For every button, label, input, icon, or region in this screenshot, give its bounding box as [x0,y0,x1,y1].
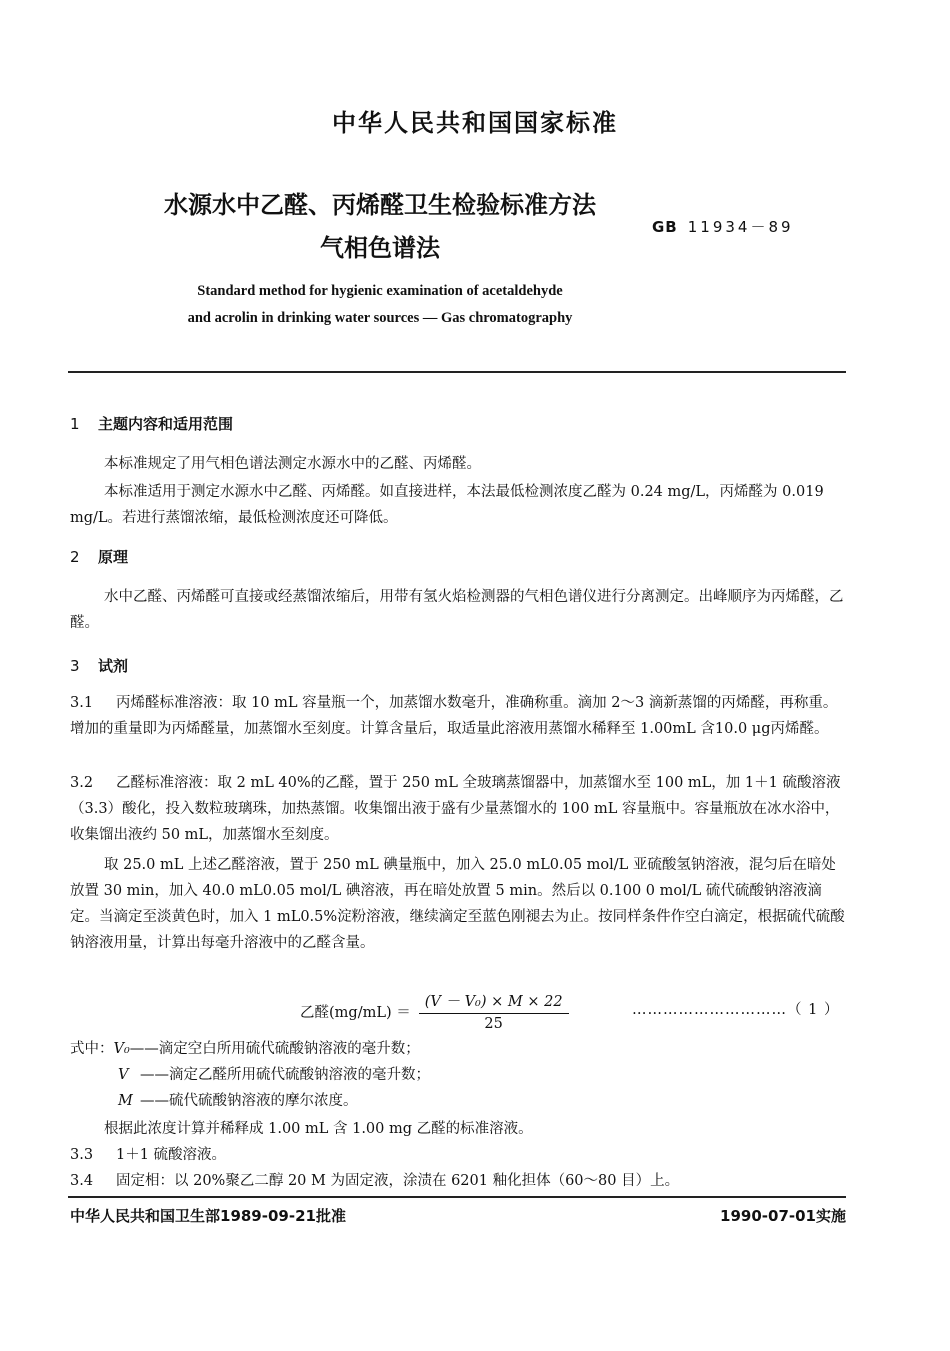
dilution-note: 根据此浓度计算并稀释成 1.00 mL 含 1.00 mg 乙醛的标准溶液。 [104,1121,533,1137]
document-title: 水源水中乙醛、丙烯醛卫生检验标准方法 [164,191,596,219]
footer-divider [68,1196,846,1198]
variable-symbol: M [118,1093,133,1109]
formula-numerator: (V － V₀) × M × 22 [419,990,569,1014]
standard-prefix: GB [652,218,678,236]
variable-definition-m [118,1088,358,1114]
section-2-paragraph: 水中乙醛、丙烯醛可直接或经蒸馏浓缩后，用带有氢火焰检测器的气相色谱仪进行分离测定。出峰顺序为丙烯醛，乙醛。 [70,589,844,631]
equation-number: …………………………（ 1 ） [632,1002,840,1018]
section-title: 主题内容和适用范围 [98,415,234,433]
variable-definition-v [118,1062,430,1088]
item-text: 乙醛标准溶液：取 2 mL 40%的乙醛，置于 250 mL 全玻璃蒸馏器中，加蒸馏水至 100 mL，加 1＋1 硫酸溶液（3.3）酸化，投入数粒玻璃珠，加热蒸馏。收集馏出液于盛有少量蒸馏水的 100 mL 容量瓶中。容量瓶放在冰水浴中，收集馏出液约 50 mL，加蒸馏水至刻度。 [70,775,841,843]
document-subtitle: 气相色谱法 [320,234,440,262]
variable-symbol: V [118,1067,129,1083]
section-1-paragraph-2: 本标准适用于测定水源水中乙醛、丙烯醛。如直接进样，本法最低检测浓度乙醛为 0.24 mg/L，丙烯醛为 0.019 mg/L。若进行蒸馏浓缩，最低检测浓度还可降低。 [70,484,824,526]
item-3-2-paragraph-2: 取 25.0 mL 上述乙醛溶液，置于 250 mL 碘量瓶中，加入 25.0 mL0.05 mol/L 亚硫酸氢钠溶液，混匀后在暗处放置 30 min，加入 40.0 mL0.05 mol/L 碘溶液，再在暗处放置 5 min。然后以 0.100 0 mol/L 硫代硫酸钠溶液滴定。当滴定至淡黄色时，加入 1 mL0.5%淀粉溶液，继续滴定至蓝色刚褪去为止。按同样条件作空白滴定，根据硫代硫酸钠溶液用量，计算出每毫升溶液中的乙醛含量。 [70,857,845,951]
section-3-heading [70,655,128,676]
item-3-3 [70,1142,846,1168]
approval-date: 中华人民共和国卫生部1989-09-21批准 [70,1207,346,1225]
acetaldehyde-formula [300,990,569,1032]
item-number: 3.1 [70,695,94,711]
header-divider [68,371,846,373]
english-title-line1: Standard method for hygienic examination of acetaldehyde [197,283,563,299]
item-text: 丙烯醛标准溶液：取 10 mL 容量瓶一个，加蒸馏水数毫升，准确称重。滴加 2～3 滴新蒸馏的丙烯醛，再称重。增加的重量即为丙烯醛量，加蒸馏水至刻度。计算含量后，取适量此溶液用蒸馏水稀释至 1.00mL 含10.0 μg丙烯醛。 [70,695,838,737]
item-number: 3.3 [70,1147,94,1163]
variable-definition-v0 [70,1036,420,1062]
item-3-1 [70,690,846,742]
where-label: 式中： [70,1041,114,1057]
section-number: 1 [70,415,80,433]
item-text: 固定相：以 20%聚乙二醇 20 M 为固定液，涂渍在 6201 釉化担体（60～80 目）上。 [116,1173,680,1189]
section-1-heading [70,413,233,434]
variable-description: ——滴定空白所用硫代硫酸钠溶液的毫升数； [129,1041,420,1057]
national-standard-heading: 中华人民共和国国家标准 [332,109,618,137]
variable-description: ——硫代硫酸钠溶液的摩尔浓度。 [140,1093,358,1109]
item-text: 1＋1 硫酸溶液。 [116,1147,227,1163]
formula-fraction [419,990,569,1032]
section-2-heading [70,546,128,567]
english-title-line2: and acrolin in drinking water sources — Gas chromatography [187,310,573,326]
formula-denominator: 25 [484,1016,503,1032]
standard-number [652,216,794,237]
formula-lhs: 乙醛(mg/mL) ＝ [300,1004,411,1021]
item-number: 3.2 [70,775,94,791]
section-number: 3 [70,657,80,675]
item-number: 3.4 [70,1173,94,1189]
variable-symbol: V₀ [113,1041,130,1057]
section-title: 试剂 [98,657,129,675]
standard-code: 11934－89 [687,218,794,236]
item-3-2 [70,770,846,848]
item-3-4 [70,1168,846,1194]
variable-description: ——滴定乙醛所用硫代硫酸钠溶液的毫升数； [140,1067,430,1083]
section-1-paragraph-1: 本标准规定了用气相色谱法测定水源水中的乙醛、丙烯醛。 [104,456,481,472]
section-title: 原理 [98,548,129,566]
section-number: 2 [70,548,80,566]
effective-date: 1990-07-01实施 [720,1207,846,1225]
